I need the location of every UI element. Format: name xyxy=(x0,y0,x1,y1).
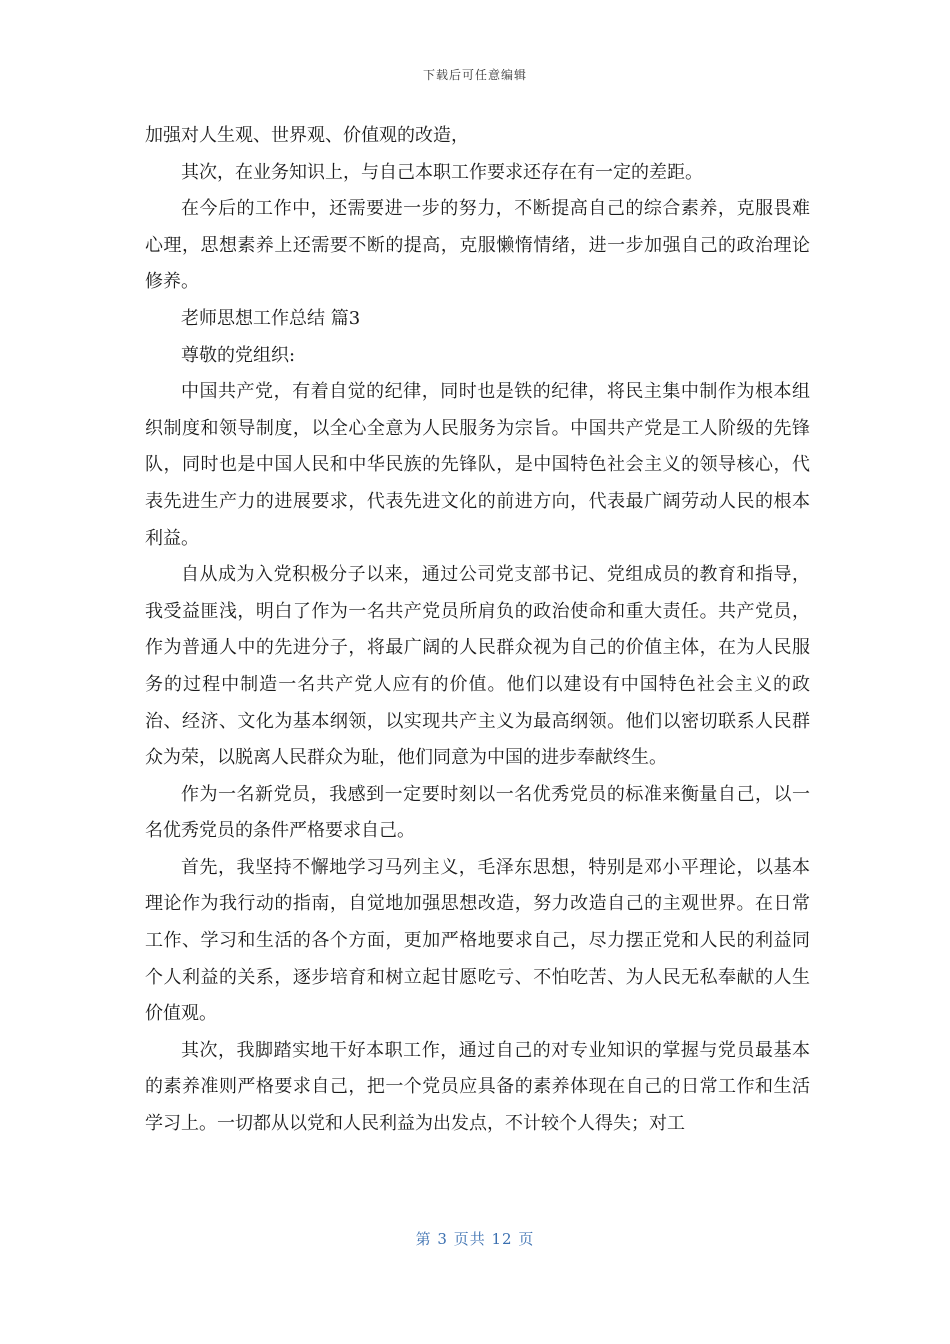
section-heading: 老师思想工作总结 篇3 xyxy=(181,307,361,329)
paragraph: 首先，我坚持不懈地学习马列主义，毛泽东思想，特别是邓小平理论，以基本理论作为我行动的指南，自觉地加强思想改造，努力改造自己的主观世界。在日常工作、学习和生活的各个方面，更加严格地要求自己，尽力摆正党和人民的利益同个人利益的关系，逐步培育和树立起甘愿吃亏、不怕吃苦、为人民无私奉献的人生价值观。 xyxy=(145,856,810,1025)
salutation: 尊敬的党组织: xyxy=(181,344,296,366)
document-body xyxy=(145,118,810,1143)
paragraph: 在今后的工作中，还需要进一步的努力，不断提高自己的综合素养，克服畏难心理，思想素养上还需要不断的提高，克服懒惰情绪，进一步加强自己的政治理论修养。 xyxy=(145,198,810,293)
paragraph: 作为一名新党员，我感到一定要时刻以一名优秀党员的标准来衡量自己，以一名优秀党员的条件严格要求自己。 xyxy=(145,783,810,842)
download-note: 下载后可任意编辑 xyxy=(422,68,527,82)
paragraph: 其次，在业务知识上，与自己本职工作要求还存在有一定的差距。 xyxy=(181,161,703,183)
paragraph: 自从成为入党积极分子以来，通过公司党支部书记、党组成员的教育和指导，我受益匪浅，明白了作为一名共产党员所肩负的政治使命和重大责任。共产党员，作为普通人中的先进分子，将最广阔的人民群众视为自己的价值主体，在为人民服务的过程中制造一名共产党人应有的价值。他们以建设有中国特色社会主义的政治、经济、文化为基本纲领，以实现共产主义为最高纲领。他们以密切联系人民群众为荣，以脱离人民群众为耻，他们同意为中国的进步奉献终生。 xyxy=(145,564,810,769)
page-number: 第 3 页共 12 页 xyxy=(415,1230,535,1248)
paragraph: 其次，我脚踏实地干好本职工作，通过自己的对专业知识的掌握与党员最基本的素养准则严格要求自己，把一个党员应具备的素养体现在自己的日常工作和生活学习上。一切都从以党和人民利益为出发点，不计较个人得失；对工 xyxy=(145,1039,810,1135)
paragraph: 加强对人生观、世界观、价值观的改造， xyxy=(145,125,469,146)
paragraph: 中国共产党，有着自觉的纪律，同时也是铁的纪律，将民主集中制作为根本组织制度和领导制度，以全心全意为人民服务为宗旨。中国共产党是工人阶级的先锋队，同时也是中国人民和中华民族的先锋队，是中国特色社会主义的领导核心，代表先进生产力的进展要求，代表先进文化的前进方向，代表最广阔劳动人民的根本利益。 xyxy=(145,381,810,549)
